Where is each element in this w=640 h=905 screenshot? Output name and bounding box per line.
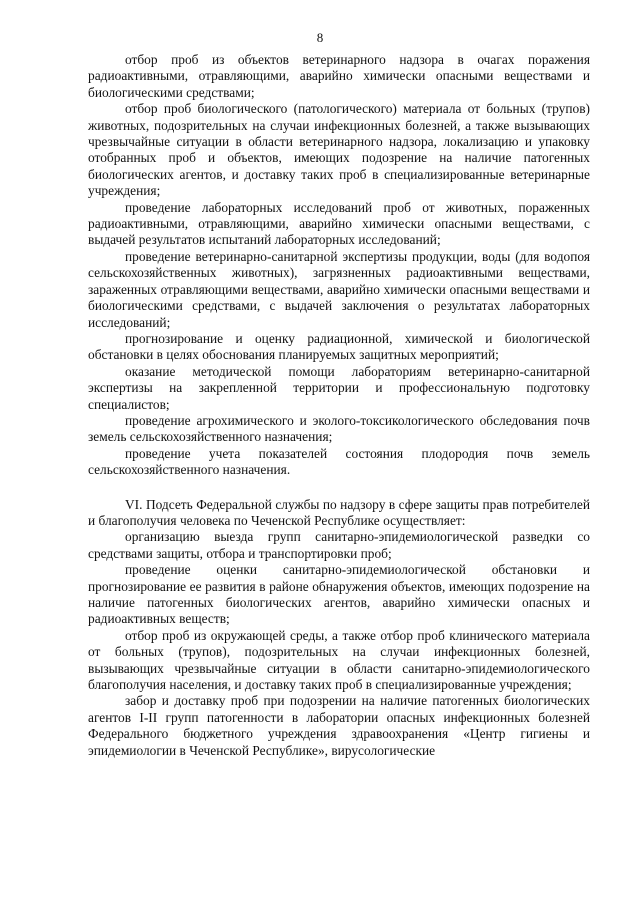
paragraph: проведение лабораторных исследований проб от животных, пораженных радиоактивными, отравляющими, аварийно химически опасными веществами, с выдачей результатов испытаний лабораторных исследований; (88, 199, 590, 248)
paragraph: отбор проб биологического (патологического) материала от больных (трупов) животных, подозрительных на случаи инфекционных болезней, а также вызывающих чрезвычайные ситуации в области ветеринарного надзора, локализацию и упаковку отобранных проб и объектов, имеющих подозрение на наличие патогенных биологических агентов, и доставку таких проб в специализированные ветеринарные учреждения; (88, 101, 590, 199)
section-vi-heading: VI. Подсеть Федеральной службы по надзору в сфере защиты прав потребителей и благополучия человека по Чеченской Республике осуществляет: (88, 496, 590, 528)
paragraph: проведение учета показателей состояния плодородия почв земель сельскохозяйственного назначения. (88, 445, 590, 478)
paragraph: отбор проб из объектов ветеринарного надзора в очагах поражения радиоактивными, отравляющими, аварийно химически опасными веществами и биологическими средствами; (88, 52, 590, 100)
section-vi-item: отбор проб из окружающей среды, а также отбор проб клинического материала от больных (трупов), подозрительных на случаи инфекционных болезней, вызывающих чрезвычайные ситуации в области санитарно-эпидемиологического благополучия населения, и доставку таких проб в специализированные учреждения; (88, 627, 590, 693)
document-body (88, 52, 590, 759)
paragraph: прогнозирование и оценку радиационной, химической и биологической обстановки в целях обоснования планируемых защитных мероприятий; (88, 330, 590, 363)
page-number: 8 (316, 30, 324, 45)
section-vi-item: забор и доставку проб при подозрении на наличие патогенных биологических агентов I-II групп патогенности в лаборатории опасных инфекционных болезней Федерального бюджетного учреждения здравоохранения «Центр гигиены и эпидемиологии в Чеченской Республике», вирусологические (88, 693, 590, 758)
section-vi-item: организацию выезда групп санитарно-эпидемиологической разведки со средствами защиты, отбора и транспортировки проб; (88, 529, 590, 561)
paragraph: проведение ветеринарно-санитарной экспертизы продукции, воды (для водопоя сельскохозяйственных животных), загрязненных радиоактивными веществами, зараженных отравляющими веществами, аварийно химически опасными веществами и биологическими средствами, с выдачей заключения о результатах лабораторных исследований; (88, 248, 590, 330)
section-vi-item: проведение оценки санитарно-эпидемиологической обстановки и прогнозирование ее развития в районе обнаружения объектов, имеющих подозрение на наличие патогенных биологических агентов, аварийно химически опасных и радиоактивных веществ; (88, 562, 590, 627)
paragraph: оказание методической помощи лабораториям ветеринарно-санитарной экспертизы на закрепленной территории и профессиональную подготовку специалистов; (88, 363, 590, 412)
paragraph: проведение агрохимического и эколого-токсикологического обследования почв земель сельскохозяйственного назначения; (88, 412, 590, 445)
